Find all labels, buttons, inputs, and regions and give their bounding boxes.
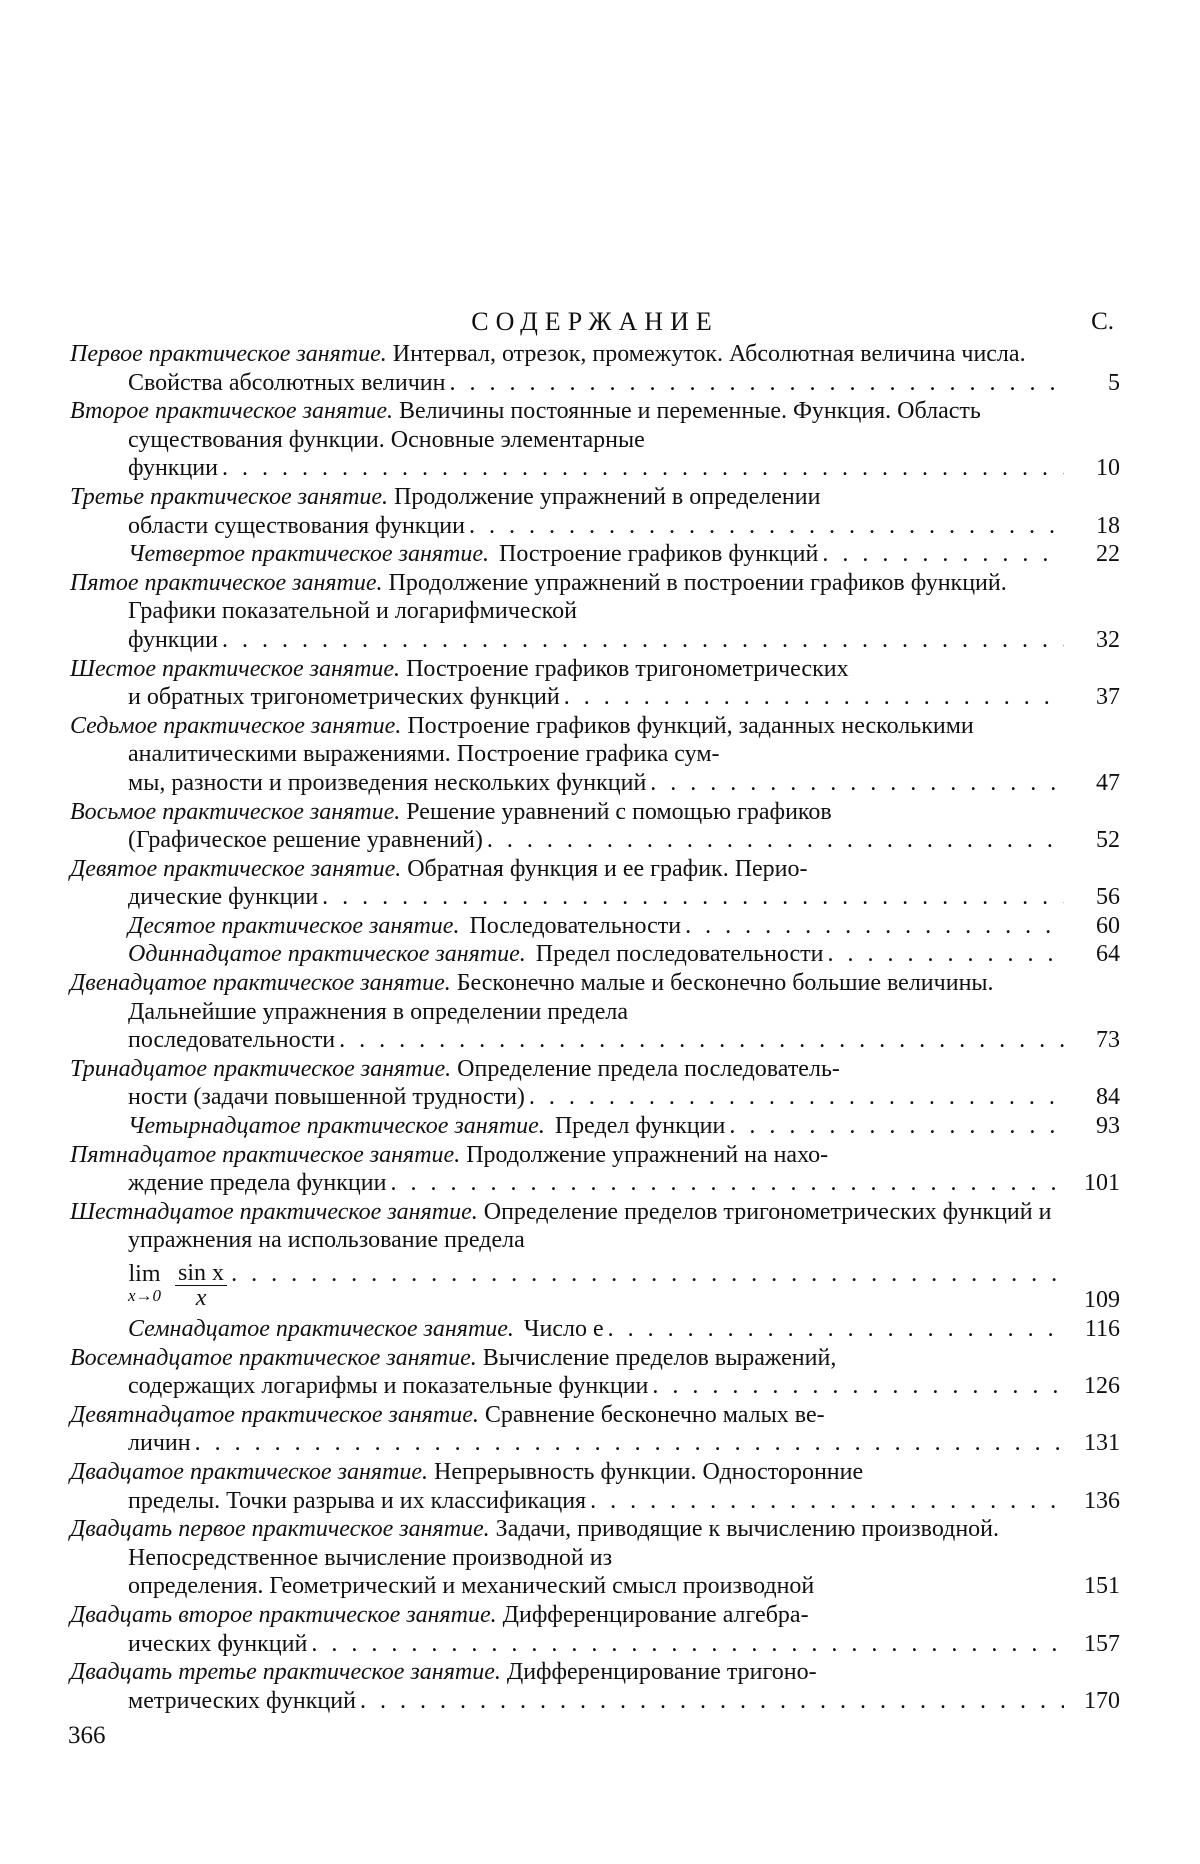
toc-entry (70, 798, 1120, 855)
lesson-topic: Обратная функция и ее график. Перио- (407, 855, 808, 882)
lesson-name: Девятое практическое занятие. (70, 855, 402, 882)
toc-entry (70, 1055, 1120, 1112)
lesson-topic-end: области существования функции (128, 512, 465, 539)
toc-page-number: 84 (1096, 1084, 1120, 1111)
dot-leader (311, 1630, 1064, 1659)
lesson-name: Тринадцатое практическое занятие. (70, 1055, 452, 1082)
toc-entry (70, 1112, 1120, 1141)
toc-page-number: 52 (1096, 827, 1120, 854)
lim-operator: lim (128, 1261, 161, 1287)
lesson-topic: Продолжение упражнений в построении графиков функций. Графики показательной и логарифмической (128, 569, 1007, 625)
lesson-name: Двадцатое практическое занятие. (70, 1458, 428, 1485)
lesson-topic-end: Построение графиков функций (499, 541, 819, 568)
lesson-topic: Построение графиков функций, заданных несколькими аналитическими выражениями. Построение графика сум- (128, 712, 974, 768)
toc-page-number: 157 (1084, 1630, 1120, 1657)
toc-entry (70, 912, 1120, 941)
lesson-name: Десятое практическое занятие. (128, 912, 460, 939)
lesson-topic-end: ждение предела функции (128, 1170, 387, 1197)
toc-page-number: 109 (1084, 1287, 1120, 1314)
toc-page-number: 37 (1096, 684, 1120, 711)
page-column-label: С. (1091, 308, 1114, 335)
lesson-topic: Вычисление пределов выражений, (482, 1344, 837, 1371)
lesson-name: Шестнадцатое практическое занятие. (70, 1198, 478, 1225)
lesson-topic: Решение уравнений с помощью графиков (406, 798, 832, 825)
toc-page-number: 151 (1084, 1573, 1120, 1600)
lesson-topic-end: пределы. Точки разрыва и их классификация (128, 1487, 587, 1514)
lesson-topic-end: Предел функции (554, 1113, 726, 1140)
toc-entry (70, 969, 1120, 1055)
lesson-name: Четвертое практическое занятие. (128, 541, 489, 568)
lesson-topic-end: (Графическое решение уравнений) (128, 827, 483, 854)
limit-formula (128, 1255, 227, 1315)
lesson-name: Девятнадцатое практическое занятие. (70, 1401, 479, 1428)
lesson-name: Пятнадцатое практическое занятие. (70, 1141, 461, 1168)
dot-leader (339, 1026, 1064, 1055)
fraction-denominator: x (195, 1284, 207, 1311)
dot-leader (222, 626, 1064, 655)
toc-entry (70, 1658, 1120, 1715)
lesson-topic-end: Свойства абсолютных величин (128, 369, 446, 396)
toc-page-number: 116 (1084, 1316, 1120, 1342)
toc-entry (70, 1458, 1120, 1515)
lesson-topic-end: функции (128, 455, 218, 482)
lesson-topic: Дифференцирование тригоно- (506, 1659, 817, 1686)
dot-leader (469, 512, 1064, 541)
lesson-name: Пятое практическое занятие. (70, 569, 383, 596)
toc-entry (70, 483, 1120, 540)
lesson-topic: Величины постоянные и переменные. Функция. Область существования функции. Основные элементарные (128, 398, 981, 453)
toc-header (70, 304, 1120, 340)
toc-page-number: 60 (1096, 912, 1120, 939)
toc-entry (70, 712, 1120, 798)
toc-page-number: 64 (1096, 941, 1120, 968)
lesson-name: Двадцать третье практическое занятие. (70, 1659, 501, 1686)
dot-leader (652, 1372, 1064, 1401)
toc-entry (70, 940, 1120, 969)
dot-leader (529, 1083, 1064, 1112)
lesson-name: Четырнадцатое практическое занятие. (128, 1113, 545, 1140)
toc-page-number: 131 (1084, 1430, 1120, 1457)
toc-entry (70, 1344, 1120, 1401)
toc-page-number: 170 (1084, 1687, 1120, 1714)
dot-leader (650, 769, 1064, 798)
toc-page-number: 126 (1084, 1373, 1120, 1400)
toc-entry (70, 855, 1120, 912)
toc-page-number: 5 (1108, 369, 1120, 396)
dot-leader (231, 1260, 1064, 1289)
lesson-name: Восьмое практическое занятие. (70, 798, 401, 825)
toc-entry (70, 397, 1120, 483)
lesson-topic: Сравнение бесконечно малых ве- (484, 1401, 825, 1428)
dot-leader (322, 883, 1064, 912)
dot-leader (390, 1169, 1064, 1198)
toc-page-number: 93 (1096, 1113, 1120, 1140)
toc-title: СОДЕРЖАНИЕ (471, 307, 719, 336)
dot-leader (590, 1487, 1064, 1516)
lesson-name: Одиннадцатое практическое занятие. (128, 941, 526, 968)
dot-leader (360, 1687, 1064, 1716)
lesson-name: Двадцать второе практическое занятие. (70, 1601, 497, 1628)
lesson-topic-end: Последовательности (469, 912, 682, 939)
lesson-name: Двенадцатое практическое занятие. (70, 970, 451, 997)
toc-page-number: 101 (1084, 1170, 1120, 1197)
toc-entry (70, 1515, 1120, 1601)
lesson-name: Двадцать первое практическое занятие. (70, 1516, 490, 1543)
dot-leader (195, 1429, 1064, 1458)
toc-page-number: 32 (1096, 626, 1120, 653)
lesson-topic-end: последовательности (128, 1027, 336, 1054)
lesson-topic-end: мы, разности и произведения нескольких функций (128, 769, 647, 796)
toc-entry (70, 1401, 1120, 1458)
toc-page-number: 47 (1096, 769, 1120, 796)
lesson-topic-end: Предел последовательности (535, 941, 824, 968)
lesson-topic: Построение графиков тригонометрических (406, 655, 849, 682)
toc-entry (70, 340, 1120, 397)
lesson-topic: Непрерывность функции. Односторонние (434, 1458, 864, 1485)
lesson-topic: Бесконечно малые и бесконечно большие величины. Дальнейшие упражнения в определении предела (128, 970, 994, 1025)
dot-leader (450, 369, 1065, 398)
page-number: 366 (68, 1722, 106, 1749)
lesson-name: Седьмое практическое занятие. (70, 712, 402, 739)
lesson-topic-end: метрических функций (128, 1687, 356, 1714)
lesson-topic: Определение предела последователь- (457, 1055, 840, 1082)
lesson-name: Первое практическое занятие. (70, 341, 387, 367)
dot-leader (564, 683, 1064, 712)
lesson-topic: Дифференцирование алгебра- (502, 1601, 809, 1628)
toc-entry (70, 1601, 1120, 1658)
toc-entry (70, 540, 1120, 569)
lim-subscript: x→0 (128, 1286, 162, 1305)
lesson-topic-end: ических функций (128, 1630, 308, 1657)
lesson-topic-end: содержащих логарифмы и показательные функции (128, 1373, 649, 1400)
lesson-topic: Продолжение упражнений в определении (394, 483, 821, 510)
lesson-topic-end: функции (128, 626, 218, 653)
toc-entry (70, 1198, 1120, 1315)
fraction-numerator: sin x (175, 1261, 227, 1286)
toc-page-number: 10 (1096, 455, 1120, 482)
lesson-topic-end: дические функции (128, 884, 319, 911)
lesson-topic-end: Число e (523, 1316, 604, 1342)
dot-leader (685, 912, 1064, 941)
dot-leader (608, 1315, 1064, 1344)
table-of-contents (70, 340, 1120, 1715)
dot-leader (487, 826, 1064, 855)
lesson-topic-end: определения. Геометрический и механический смысл производной (128, 1573, 815, 1600)
toc-page-number: 73 (1096, 1027, 1120, 1054)
toc-entry (70, 1141, 1120, 1198)
lesson-topic-end: ности (задачи повышенной трудности) (128, 1084, 525, 1111)
lesson-topic-end: и обратных тригонометрических функций (128, 684, 560, 711)
lesson-topic: Продолжение упражнений на нахо- (466, 1141, 829, 1168)
dot-leader (822, 540, 1064, 569)
dot-leader (729, 1112, 1064, 1141)
toc-page-number: 136 (1084, 1487, 1120, 1514)
lesson-topic: Определение пределов тригонометрических функций и упражнения на использование предела (128, 1198, 1052, 1254)
toc-entry (70, 569, 1120, 655)
lesson-name: Семнадцатое практическое занятие. (128, 1316, 514, 1342)
lesson-name: Второе практическое занятие. (70, 398, 393, 425)
lesson-topic: Задачи, приводящие к вычислению производной. Непосредственное вычисление производной из (128, 1516, 1000, 1571)
lesson-name: Третье практическое занятие. (70, 483, 389, 510)
lesson-topic: Интервал, отрезок, промежуток. Абсолютная величина числа. (392, 341, 1026, 367)
toc-entry (70, 1315, 1120, 1344)
toc-page-number: 56 (1096, 884, 1120, 911)
dot-leader (827, 940, 1064, 969)
toc-entry (70, 655, 1120, 712)
toc-page-number: 18 (1096, 512, 1120, 539)
toc-page-number: 22 (1096, 541, 1120, 568)
lesson-topic-end: личин (128, 1430, 191, 1457)
lesson-name: Шестое практическое занятие. (70, 655, 401, 682)
dot-leader (222, 454, 1064, 483)
lesson-name: Восемнадцатое практическое занятие. (70, 1344, 477, 1371)
